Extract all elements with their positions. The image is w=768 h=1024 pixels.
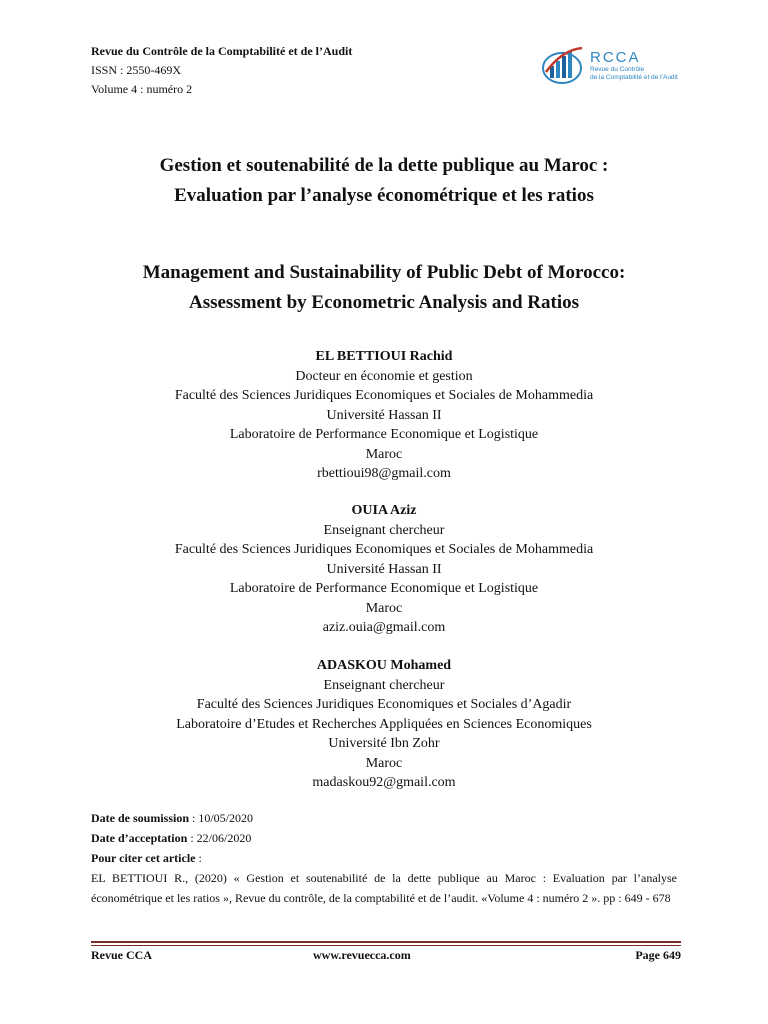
- footer-journal: Revue CCA: [91, 948, 152, 962]
- submission-date: Date de soumission : 10/05/2020: [91, 811, 254, 825]
- article-metadata: [91, 808, 677, 908]
- author-email[interactable]: madaskou92@gmail.com: [312, 775, 456, 790]
- author-affiliation: Laboratoire de Performance Economique et Logistique: [229, 427, 539, 442]
- author-affiliation: Laboratoire de Performance Economique et Logistique: [229, 581, 539, 596]
- footer-website-link[interactable]: www.revuecca.com: [313, 948, 411, 962]
- journal-title: Revue du Contrôle de la Comptabilité et de l’Audit: [91, 44, 353, 58]
- logo-subtitle: Revue du Contrôle de la Comptabilité et de l’Audit: [590, 66, 678, 81]
- author-email[interactable]: rbettioui98@gmail.com: [317, 466, 451, 481]
- author-affiliation: Faculté des Sciences Juridiques Economiques et Sociales de Mohammedia: [174, 542, 594, 557]
- author-affiliation: Université Hassan II: [326, 407, 442, 423]
- author-name: ADASKOU Mohamed: [316, 658, 452, 673]
- issn: ISSN : 2550-469X: [91, 63, 182, 77]
- author-affiliation: Université Ibn Zohr: [328, 736, 440, 751]
- title-french: Gestion et soutenabilité de la dette publique au Maroc : Evaluation par l’analyse économétrique et les ratios: [159, 155, 609, 206]
- author-affiliation: Faculté des Sciences Juridiques Economiques et Sociales de Mohammedia: [174, 388, 594, 403]
- author-email[interactable]: aziz.ouia@gmail.com: [322, 620, 446, 635]
- footer-divider-thin: [91, 945, 681, 946]
- volume-number: Volume 4 : numéro 2: [91, 82, 193, 96]
- author-affiliation: Laboratoire d’Etudes et Recherches Appliquées en Sciences Economiques: [176, 716, 592, 732]
- author-role: Enseignant chercheur: [323, 677, 445, 693]
- author-country: Maroc: [365, 755, 403, 771]
- logo-graphic-icon: [540, 42, 588, 88]
- author-block: [0, 347, 768, 484]
- author-country: Maroc: [365, 600, 403, 616]
- logo-name: RCCA: [590, 49, 641, 66]
- cite-heading: Pour citer cet article :: [91, 851, 202, 865]
- rcca-logo: [540, 42, 690, 88]
- page-number: Page 649: [635, 948, 681, 962]
- footer-divider: [91, 941, 681, 943]
- acceptance-date: Date d’acceptation : 22/06/2020: [91, 831, 252, 845]
- journal-header: [91, 42, 352, 99]
- author-block: [0, 656, 768, 793]
- citation-text: EL BETTIOUI R., (2020) « Gestion et soutenabilité de la dette publique au Maroc : Evaluation par l’analyse économétrique et les ratios », Revue du contrôle, de la comptabilité et de l’audit. «Volume 4 : numéro 2 ». pp : 649 - 678: [91, 871, 677, 905]
- author-block: [0, 501, 768, 638]
- title-english: Management and Sustainability of Public Debt of Morocco: Assessment by Econometric Analysis and Ratios: [142, 262, 626, 313]
- author-affiliation: Université Hassan II: [326, 561, 442, 577]
- author-role: Enseignant chercheur: [323, 522, 445, 538]
- author-name: OUIA Aziz: [351, 503, 417, 518]
- author-name: EL BETTIOUI Rachid: [315, 349, 453, 364]
- author-affiliation: Faculté des Sciences Juridiques Economiques et Sociales d’Agadir: [196, 697, 572, 712]
- author-role: Docteur en économie et gestion: [295, 368, 473, 384]
- author-country: Maroc: [365, 446, 403, 462]
